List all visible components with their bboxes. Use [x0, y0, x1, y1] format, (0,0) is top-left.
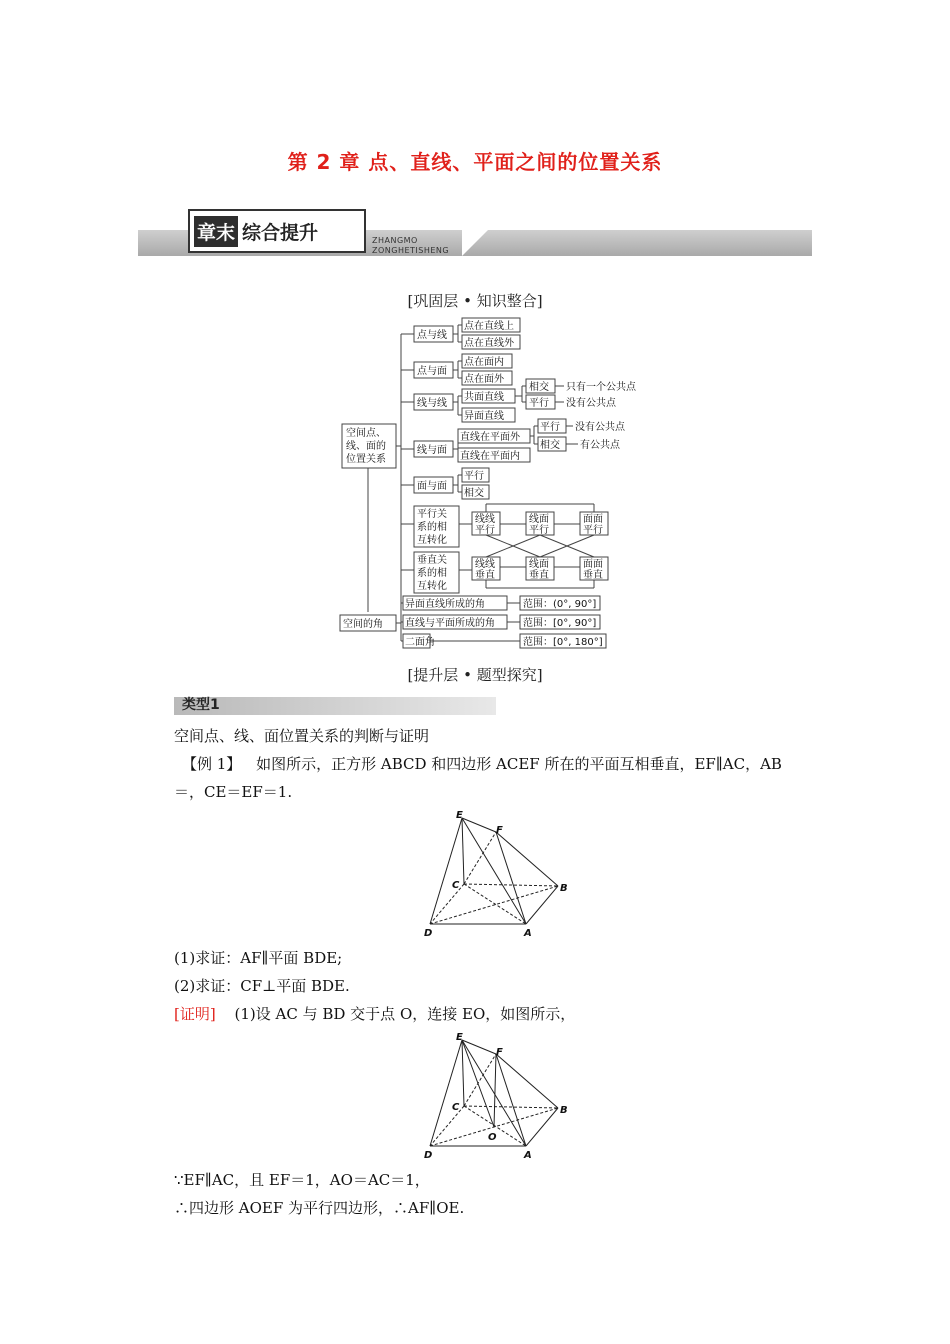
mm-pp-perp-b: 垂直 — [583, 570, 603, 581]
mm-par-trans-l1: 平行关 — [417, 509, 447, 520]
proof-line1 — [174, 1004, 575, 1024]
mm-ll-par-a: 线线 — [475, 514, 495, 525]
banner-subtitle: ZHANGMO ZONGHETISHENG — [372, 236, 450, 255]
mm-pp-intersect: 相交 — [464, 488, 484, 499]
mm-par-trans-l3: 互转化 — [417, 535, 447, 546]
example-text1: 如图所示，正方形 ABCD 和四边形 ACEF 所在的平面互相垂直，EF∥AC，AB — [256, 755, 782, 773]
mm-lp-par-b: 平行 — [529, 525, 549, 536]
mm-pp-par-a: 面面 — [583, 514, 603, 525]
mm-pt-off-plane: 点在面外 — [464, 374, 504, 385]
proof-tag: [证明] — [174, 1005, 216, 1023]
mm-intersect: 相交 — [529, 382, 549, 393]
mm-pp-perp-a: 面面 — [583, 559, 603, 570]
mm-coplanar: 共面直线 — [464, 392, 504, 403]
mm-skew: 异面直线 — [464, 411, 504, 422]
fig2-label-d: D — [424, 1150, 433, 1161]
fig2-label-e: E — [456, 1032, 463, 1043]
fig1-label-b: B — [560, 883, 568, 894]
fig1-label-f: F — [496, 825, 503, 836]
mm-line-out-plane: 直线在平面外 — [460, 432, 520, 443]
mm-skew-range: 范围：(0°, 90°] — [523, 599, 597, 610]
figure-1 — [418, 808, 578, 944]
mm-lp-perp-b: 垂直 — [529, 570, 549, 581]
mm-skew-angle: 异面直线所成的角 — [405, 599, 485, 610]
mm-dihedral-range: 范围：[0°, 180°] — [523, 637, 603, 648]
mm-pt-in-plane: 点在面内 — [464, 357, 504, 368]
mm-root-l3: 位置关系 — [346, 454, 386, 465]
mm-root-l1: 空间点、 — [346, 428, 386, 439]
fig1-label-e: E — [456, 810, 463, 821]
mm-pt-line: 点与线 — [417, 330, 447, 341]
mm-lp-parallel: 平行 — [540, 422, 560, 433]
type-bar — [174, 697, 496, 715]
mm-ll-perp-a: 线线 — [475, 559, 495, 570]
mm-dihedral: 二面角 — [405, 637, 435, 648]
type-title: 空间点、线、面位置关系的判断与证明 — [174, 727, 430, 745]
fig1-label-c: C — [452, 880, 460, 891]
proof-text1: (1)设 AC 与 BD 交于点 O，连接 EO，如图所示， — [234, 1005, 576, 1023]
fig2-label-a: A — [524, 1150, 532, 1161]
mm-lp-range: 范围：[0°, 90°] — [523, 618, 597, 629]
mm-ll-perp-b: 垂直 — [475, 570, 495, 581]
mm-lp-has-common: 有公共点 — [580, 440, 620, 451]
mm-par-trans-l2: 系的相 — [417, 522, 447, 533]
mm-pt-plane: 点与面 — [417, 366, 447, 377]
mm-lp-perp-a: 线面 — [529, 559, 549, 570]
mm-parallel: 平行 — [529, 398, 549, 409]
proof-line2: ∵EF∥AC，且 EF＝1，AO＝AC＝1， — [174, 1171, 430, 1189]
mm-pt-off-line: 点在直线外 — [464, 338, 514, 349]
banner-part2: 综合提升 — [242, 221, 319, 244]
mm-lp-intersect: 相交 — [540, 440, 560, 451]
figure-2 — [418, 1030, 578, 1166]
example-tag: 【例 1】 — [182, 755, 242, 773]
example-line1 — [182, 754, 782, 774]
chapter-banner — [188, 209, 366, 253]
mm-line-plane: 线与面 — [417, 445, 447, 456]
fig1-label-a: A — [524, 928, 532, 939]
mm-perp-trans-l3: 互转化 — [417, 581, 447, 592]
mm-angles: 空间的角 — [343, 619, 383, 630]
mm-pp-par-b: 平行 — [583, 525, 603, 536]
knowledge-mindmap — [330, 312, 650, 652]
mm-line-line: 线与线 — [417, 398, 447, 409]
mm-no-common: 没有公共点 — [566, 398, 616, 409]
mm-perp-trans-l1: 垂直关 — [417, 555, 447, 566]
mm-perp-trans-l2: 系的相 — [417, 568, 447, 579]
chapter-title: 第 2 章 点、直线、平面之间的位置关系 — [287, 150, 663, 174]
mm-lp-no-common: 没有公共点 — [575, 422, 625, 433]
mm-pt-on-line: 点在直线上 — [464, 321, 514, 332]
mm-line-in-plane: 直线在平面内 — [460, 451, 520, 462]
mm-one-common: 只有一个公共点 — [566, 382, 636, 393]
proof-line3: ∴四边形 AOEF 为平行四边形，∴AF∥OE. — [174, 1199, 465, 1217]
fig1-label-d: D — [424, 928, 433, 939]
example-line2: ＝，CE＝EF＝1. — [174, 783, 293, 801]
question-2: (2)求证：CF⊥平面 BDE. — [174, 977, 350, 995]
mm-root-l2: 线、面的 — [346, 441, 386, 452]
fig2-label-b: B — [560, 1105, 568, 1116]
mm-lp-par-a: 线面 — [529, 514, 549, 525]
mm-lp-angle: 直线与平面所成的角 — [405, 618, 495, 629]
fig2-label-o: O — [488, 1132, 497, 1143]
type-label: 类型1 — [182, 697, 220, 713]
mm-ll-par-b: 平行 — [475, 525, 495, 536]
fig2-label-f: F — [496, 1047, 503, 1058]
fig2-label-c: C — [452, 1102, 460, 1113]
mm-pp-parallel: 平行 — [464, 471, 484, 482]
banner-notch — [462, 230, 488, 256]
section-consolidate: [巩固层 • 知识整合] — [407, 292, 543, 310]
section-improve: [提升层 • 题型探究] — [407, 666, 543, 684]
mm-plane-plane: 面与面 — [417, 481, 447, 492]
question-1: (1)求证：AF∥平面 BDE; — [174, 949, 343, 967]
banner-part1: 章末 — [194, 216, 238, 247]
